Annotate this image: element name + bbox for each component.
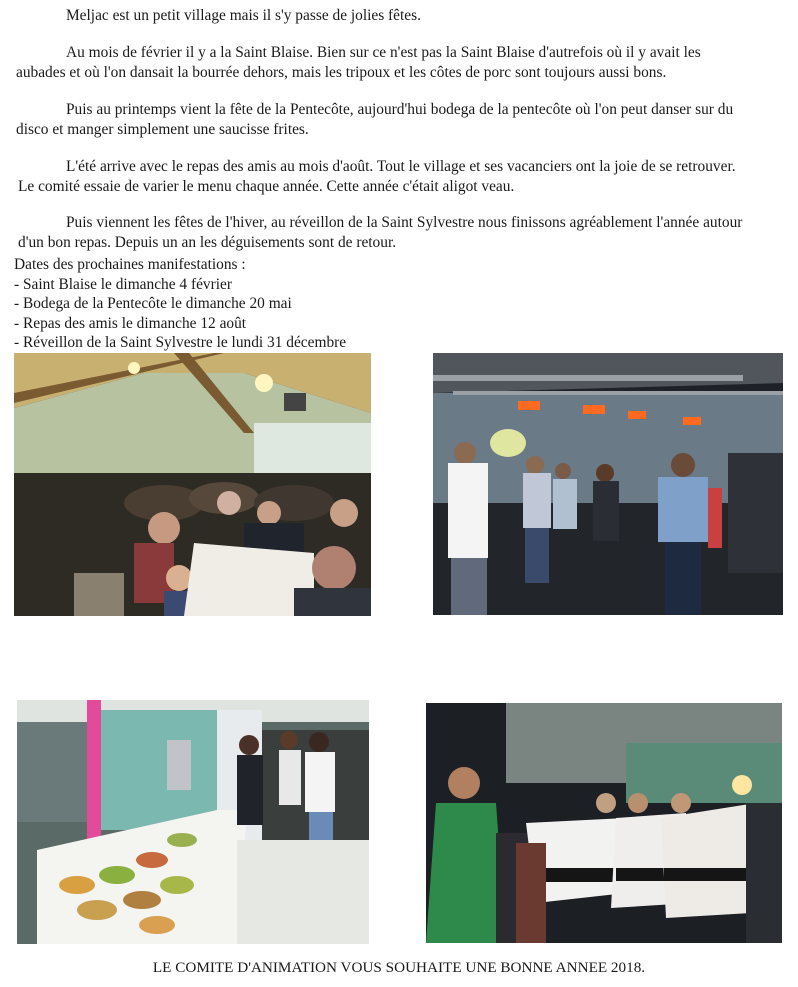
date-item: - Repas des amis le dimanche 12 août [14,314,247,332]
footer-greeting: LE COMITE D'ANIMATION VOUS SOUHAITE UNE BONNE ANNEE 2018. [152,959,646,976]
date-item: - Réveillon de la Saint Sylvestre le lundi 31 décembre [14,334,347,351]
costume-party-image [426,703,782,943]
paragraph-line: aubades et où l'on dansait la bourrée dehors, mais les tripoux et les côtes de porc sont toujours aussi bons. [16,64,667,81]
paragraph-line: Au mois de février il y a la Saint Blaise. Bien sur ce n'est pas la Saint Blaise d'autrefois où il y avait les [66,44,701,61]
dining-hall-image [14,353,371,616]
date-item: - Bodega de la Pentecôte le dimanche 20 mai [14,295,292,312]
kitchen-buffet-photo [17,700,369,944]
dance-floor-image [433,353,783,615]
paragraph-line: disco et manger simplement une saucisse frites. [16,121,309,138]
date-item: - Saint Blaise le dimanche 4 février [14,275,232,293]
paragraph-line: Puis viennent les fêtes de l'hiver, au réveillon de la Saint Sylvestre nous finissons agréablement l'année autour [66,214,743,231]
hiver-paragraph [16,213,742,253]
dates-list [14,255,346,353]
pentecote-paragraph [16,100,733,140]
paragraph-line: Le comité essaie de varier le menu chaque année. Cette année c'était aligot veau. [18,178,515,195]
costume-party-photo [426,703,782,943]
saint-blaise-paragraph [16,43,701,83]
kitchen-buffet-image [17,700,369,944]
dance-floor-photo [433,353,783,615]
paragraph-line: Puis au printemps vient la fête de la Pentecôte, aujourd'hui bodega de la pentecôte où l'on peut danser sur du [66,101,734,118]
dining-hall-photo [14,353,371,616]
ete-paragraph [16,157,736,197]
intro-paragraph: Meljac est un petit village mais il s'y passe de jolies fêtes. [66,7,421,24]
dates-heading: Dates des prochaines manifestations : [14,256,246,273]
paragraph-line: L'été arrive avec le repas des amis au mois d'août. Tout le village et ses vacanciers ont la joie de se retrouver. [66,158,736,175]
paragraph-line: d'un bon repas. Depuis un an les déguisements sont de retour. [18,234,397,251]
